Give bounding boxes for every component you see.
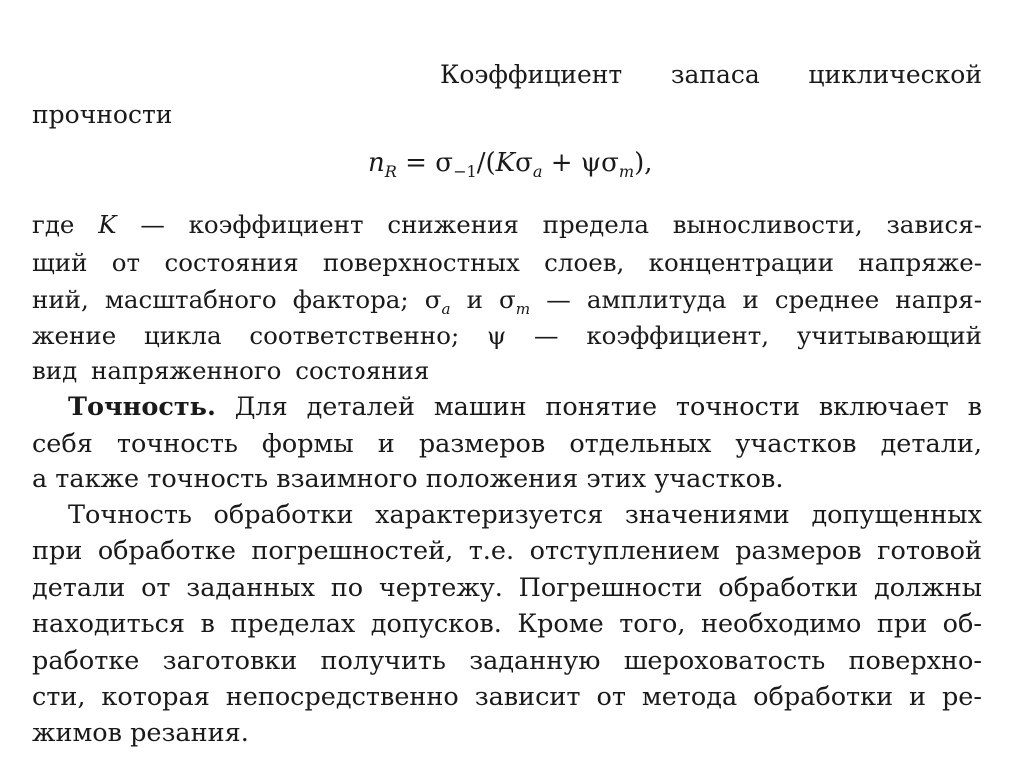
para3-line-6: сти, которая непосредственно зависит от метода обработки и ре- <box>32 682 982 712</box>
formula-n-sub: R <box>384 162 397 182</box>
header-line-1: Коэффициент запаса циклической <box>440 60 982 89</box>
formula-a-sub: a <box>532 162 543 182</box>
para2-line-1: Точность. Для деталей машин понятие точности включает в <box>68 392 982 422</box>
para3-line-1: Точность обработки характеризуется значениями допущенных <box>68 500 982 530</box>
formula <box>368 148 653 181</box>
para2-line-2: себя точность формы и размеров отдельных участков детали, <box>32 429 982 459</box>
formula-sigma-sub: −1 <box>452 162 477 182</box>
para2-line-3: а также точность взаимного положения этих участков. <box>32 464 784 494</box>
formula-n: n <box>368 148 385 178</box>
formula-K: K <box>495 148 516 178</box>
formula-m-sub: m <box>618 162 635 182</box>
formula-plus: + ψσ <box>550 148 619 178</box>
para3-line-2: при обработке погрешностей, т.е. отступлением размеров готовой <box>32 536 982 566</box>
formula-slash: /( <box>476 148 496 178</box>
para3-line-3: детали от заданных по чертежу. Погрешности обработки должны <box>32 573 982 603</box>
header-line-2: прочности <box>32 100 173 129</box>
para1-line-3: ний, масштабного фактора; $\sigma_a$ и $\sigma_m$ — амплитуда и среднее напря- <box>32 285 982 318</box>
para3-line-5: работке заготовки получить заданную шероховатость поверхно- <box>32 646 982 676</box>
para1-line-4: жение цикла соответственно; ψ — коэффициент, учитывающий <box>32 321 982 350</box>
formula-end: ), <box>634 148 653 178</box>
formula-eq: = σ <box>405 148 453 178</box>
para1-line-1: где K — коэффициент снижения предела выносливости, завися- <box>32 210 982 239</box>
para2-bold-heading: Точность. <box>68 392 216 422</box>
para3-line-7: жимов резания. <box>32 718 249 748</box>
para1-line-2: щий от состояния поверхностных слоев, концентрации напряже- <box>32 248 982 277</box>
para1-line-5: вид напряженного состояния <box>32 356 430 385</box>
para3-line-4: находиться в пределах допусков. Кроме того, необходимо при об- <box>32 609 982 639</box>
formula-sigma-a: σ <box>515 148 533 178</box>
